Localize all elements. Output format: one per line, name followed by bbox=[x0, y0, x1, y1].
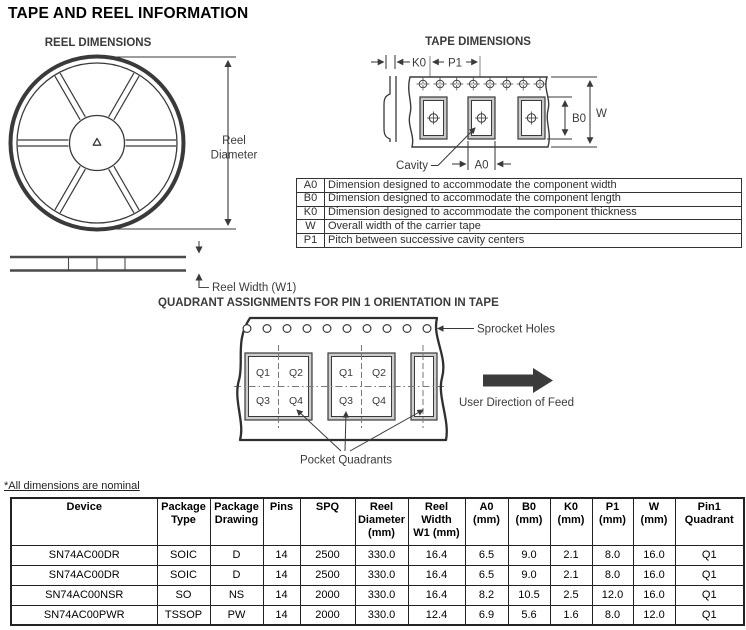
sprocket-holes-label: Sprocket Holes bbox=[477, 323, 555, 336]
pocket-quadrants-label: Pocket Quadrants bbox=[299, 454, 393, 467]
table-cell: D bbox=[210, 565, 263, 585]
table-cell: Reel Diameter (mm) bbox=[355, 498, 408, 545]
table-cell: Dimension designed to accommodate the component width bbox=[325, 179, 742, 193]
dimensions-nominal-note: *All dimensions are nominal bbox=[4, 480, 140, 492]
a0-label: A0 bbox=[474, 159, 489, 172]
table-cell: 16.4 bbox=[408, 585, 465, 605]
table-cell: 14 bbox=[263, 585, 300, 605]
legend-row bbox=[297, 206, 742, 220]
table-cell: NS bbox=[210, 585, 263, 605]
table-cell: 12.0 bbox=[633, 605, 675, 625]
table-cell: 8.0 bbox=[592, 545, 633, 565]
table-cell: Package Type bbox=[157, 498, 210, 545]
table-cell: SOIC bbox=[157, 565, 210, 585]
svg-text:Q4: Q4 bbox=[371, 395, 387, 407]
svg-text:Q4: Q4 bbox=[288, 395, 304, 407]
table-cell: Device bbox=[11, 498, 157, 545]
table-cell: 2.1 bbox=[550, 565, 592, 585]
table-cell: 330.0 bbox=[355, 545, 408, 565]
tape-side-profile bbox=[384, 76, 396, 142]
legend-row bbox=[297, 179, 742, 193]
svg-text:Q2: Q2 bbox=[371, 367, 387, 379]
table-cell: Pin1 Quadrant bbox=[675, 498, 744, 545]
tape-reel-parts-table bbox=[10, 497, 745, 626]
table-cell: 16.0 bbox=[633, 545, 675, 565]
reel-width-label: Reel Width (W1) bbox=[212, 282, 297, 294]
table-cell: Q1 bbox=[675, 565, 744, 585]
parts-row bbox=[11, 545, 744, 565]
table-cell: Q1 bbox=[675, 605, 744, 625]
table-cell: 2000 bbox=[300, 585, 355, 605]
p1-label: P1 bbox=[447, 57, 463, 70]
tape-dimensions-heading: TAPE DIMENSIONS bbox=[425, 36, 531, 48]
feed-direction-label: User Direction of Feed bbox=[459, 397, 575, 409]
feed-direction-arrow-icon bbox=[483, 368, 553, 393]
table-cell: W bbox=[297, 220, 325, 234]
table-cell: 330.0 bbox=[355, 565, 408, 585]
table-cell: 6.5 bbox=[465, 545, 508, 565]
k0-label: K0 bbox=[412, 57, 427, 70]
table-cell: Pitch between successive cavity centers bbox=[325, 234, 742, 248]
b0-label: B0 bbox=[572, 113, 587, 125]
table-cell: SPQ bbox=[300, 498, 355, 545]
reel-dimensions-heading: REEL DIMENSIONS bbox=[44, 37, 152, 49]
table-cell: 1.6 bbox=[550, 605, 592, 625]
table-cell: 9.0 bbox=[508, 565, 550, 585]
table-cell: 12.0 bbox=[592, 585, 633, 605]
table-cell: P1 bbox=[297, 234, 325, 248]
table-cell: 2500 bbox=[300, 565, 355, 585]
reel-diameter-label2: Diameter bbox=[210, 149, 258, 162]
table-cell: SN74AC00DR bbox=[11, 545, 157, 565]
dimension-legend-table bbox=[296, 178, 742, 248]
table-cell: 14 bbox=[263, 565, 300, 585]
quadrant-assignments-heading: QUADRANT ASSIGNMENTS FOR PIN 1 ORIENTATION IN TAPE bbox=[158, 297, 499, 309]
table-cell: 330.0 bbox=[355, 605, 408, 625]
table-cell: SN74AC00DR bbox=[11, 565, 157, 585]
table-cell: 2.1 bbox=[550, 545, 592, 565]
reel-front-view bbox=[11, 57, 184, 230]
parts-row bbox=[11, 565, 744, 585]
table-cell: B0 bbox=[297, 192, 325, 206]
table-cell: K0 bbox=[297, 206, 325, 220]
page-title: TAPE AND REEL INFORMATION bbox=[8, 5, 249, 22]
table-cell: 330.0 bbox=[355, 585, 408, 605]
table-cell: Pins bbox=[263, 498, 300, 545]
cavity-pocket bbox=[420, 97, 447, 139]
table-cell: A0 (mm) bbox=[465, 498, 508, 545]
table-cell: 8.0 bbox=[592, 605, 633, 625]
table-cell: 16.4 bbox=[408, 565, 465, 585]
svg-text:Q3: Q3 bbox=[338, 395, 354, 407]
table-cell: 2000 bbox=[300, 605, 355, 625]
reel-hub bbox=[70, 116, 125, 171]
table-cell: A0 bbox=[297, 179, 325, 193]
table-cell: 16.4 bbox=[408, 545, 465, 565]
table-cell: K0 (mm) bbox=[550, 498, 592, 545]
table-cell: SO bbox=[157, 585, 210, 605]
reel-side-view bbox=[10, 241, 209, 288]
parts-header-row bbox=[11, 498, 744, 545]
table-cell: 12.4 bbox=[408, 605, 465, 625]
legend-row bbox=[297, 192, 742, 206]
table-cell: 8.0 bbox=[592, 565, 633, 585]
table-cell: Dimension designed to accommodate the component length bbox=[325, 192, 742, 206]
table-cell: Overall width of the carrier tape bbox=[325, 220, 742, 234]
cavity-pocket bbox=[468, 97, 495, 139]
table-cell: 14 bbox=[263, 545, 300, 565]
table-cell: Reel Width W1 (mm) bbox=[408, 498, 465, 545]
table-cell: 9.0 bbox=[508, 545, 550, 565]
cavity-pocket bbox=[518, 97, 545, 139]
tape-cavities bbox=[420, 97, 545, 139]
table-cell: SN74AC00NSR bbox=[11, 585, 157, 605]
table-cell: SOIC bbox=[157, 545, 210, 565]
table-cell: 6.5 bbox=[465, 565, 508, 585]
table-cell: 2500 bbox=[300, 545, 355, 565]
k0-dimension bbox=[371, 55, 410, 69]
table-cell: P1 (mm) bbox=[592, 498, 633, 545]
w-label: W bbox=[596, 108, 607, 120]
table-cell: SN74AC00PWR bbox=[11, 605, 157, 625]
table-cell: W (mm) bbox=[633, 498, 675, 545]
w-dimension bbox=[551, 77, 597, 147]
table-cell: PW bbox=[210, 605, 263, 625]
table-cell: 5.6 bbox=[508, 605, 550, 625]
table-cell: Dimension designed to accommodate the component thickness bbox=[325, 206, 742, 220]
svg-text:Q1: Q1 bbox=[255, 367, 271, 379]
table-cell: D bbox=[210, 545, 263, 565]
table-cell: 16.0 bbox=[633, 585, 675, 605]
svg-text:Q1: Q1 bbox=[338, 367, 354, 379]
parts-row bbox=[11, 585, 744, 605]
legend-row bbox=[297, 220, 742, 234]
table-cell: B0 (mm) bbox=[508, 498, 550, 545]
table-cell: Package Drawing bbox=[210, 498, 263, 545]
table-cell: Q1 bbox=[675, 585, 744, 605]
reel-diameter-label: Reel bbox=[222, 135, 246, 147]
table-cell: TSSOP bbox=[157, 605, 210, 625]
parts-row bbox=[11, 605, 744, 625]
legend-row bbox=[297, 234, 742, 248]
table-cell: Q1 bbox=[675, 545, 744, 565]
table-cell: 6.9 bbox=[465, 605, 508, 625]
table-cell: 14 bbox=[263, 605, 300, 625]
cavity-label: Cavity bbox=[396, 160, 428, 172]
table-cell: 8.2 bbox=[465, 585, 508, 605]
svg-text:Q2: Q2 bbox=[288, 367, 304, 379]
b0-dimension bbox=[547, 97, 572, 139]
table-cell: 2.5 bbox=[550, 585, 592, 605]
table-cell: 16.0 bbox=[633, 565, 675, 585]
table-cell: 10.5 bbox=[508, 585, 550, 605]
svg-text:Q3: Q3 bbox=[255, 395, 271, 407]
